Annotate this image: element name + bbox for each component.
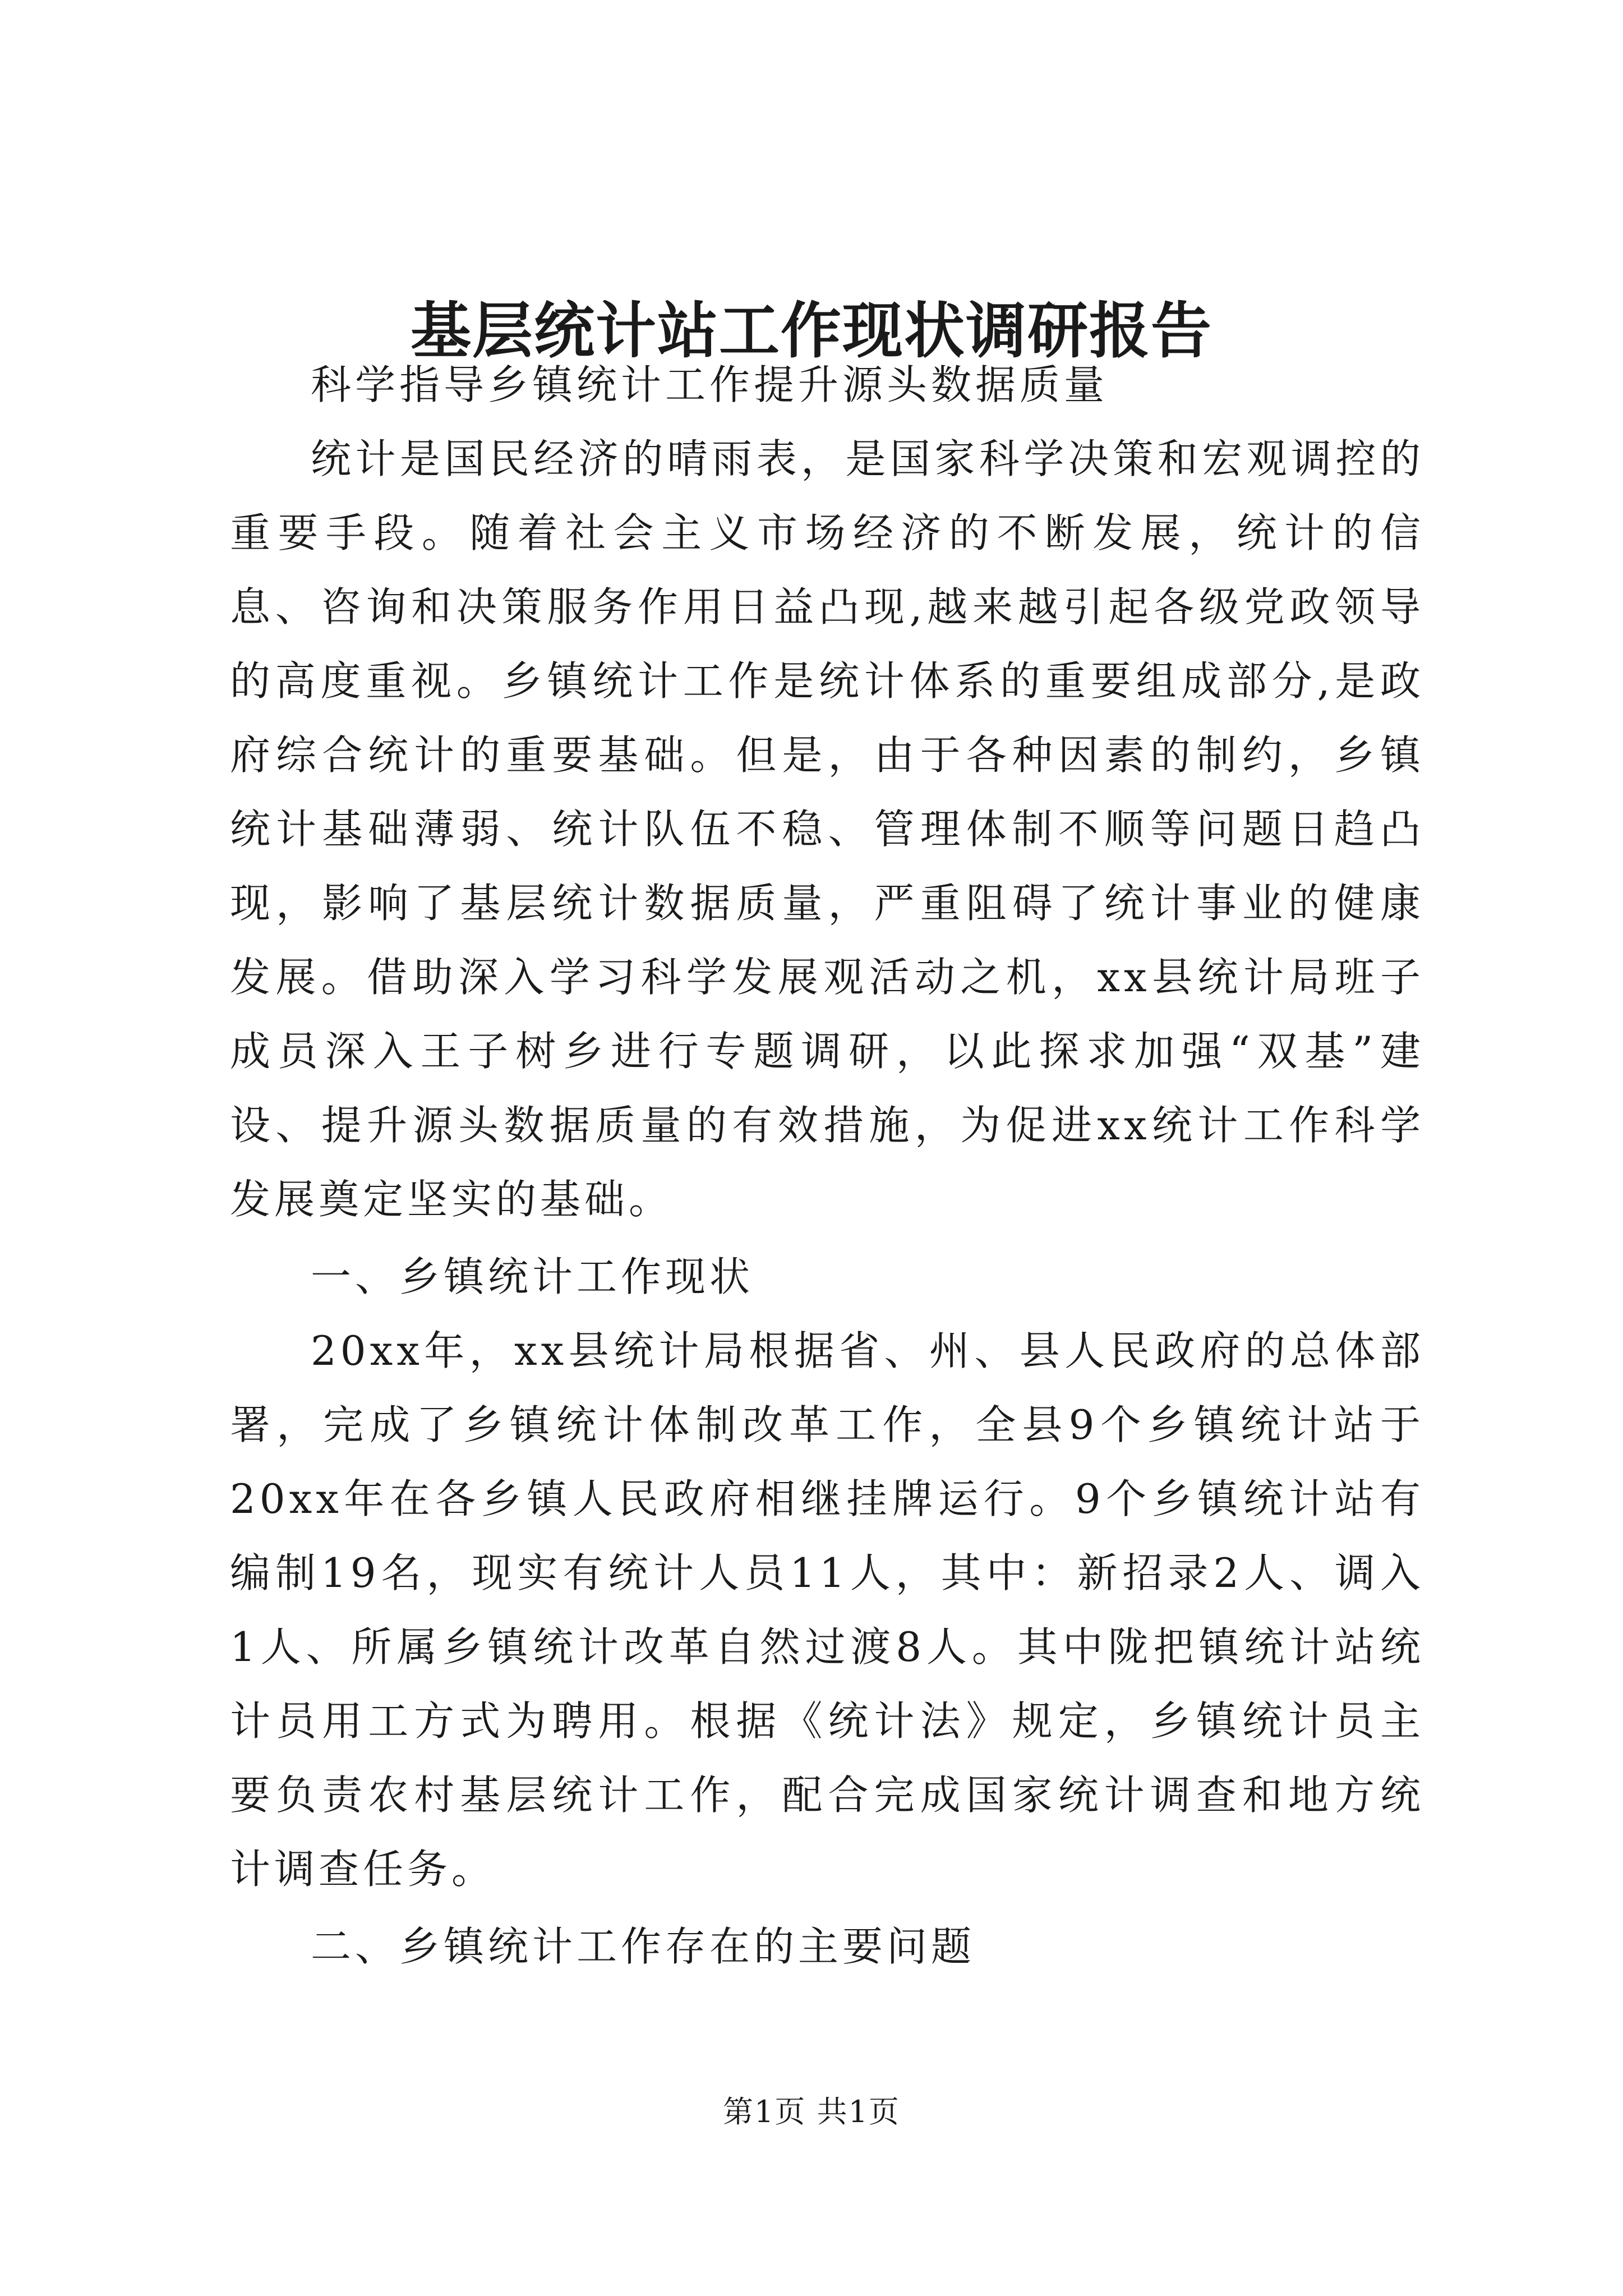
document-subtitle: 科学指导乡镇统计工作提升源头数据质量: [311, 361, 1109, 408]
paragraph-status: 20xx年，xx县统计局根据省、州、县人民政府的总体部署，完成了乡镇统计体制改革工作，全县9个乡镇统计站于20xx年在各乡镇人民政府相继挂牌运行。9个乡镇统计站有编制19名，现实有统计人员11人，其中：新招录2人、调入1人、所属乡镇统计改革自然过渡8人。其中陇把镇统计站统计员用工方式为聘用。根据《统计法》规定，乡镇统计员主要负责农村基层统计工作，配合完成国家统计调查和地方统计调查任务。: [230, 1327, 1424, 1893]
section-heading-2: 二、乡镇统计工作存在的主要问题: [311, 1923, 976, 1970]
page-footer: 第1页 共1页: [723, 2094, 900, 2129]
document-title: 基层统计站工作现状调研报告: [410, 296, 1212, 366]
paragraph-intro: 统计是国民经济的晴雨表，是国家科学决策和宏观调控的重要手段。随着社会主义市场经济的不断发展，统计的信息、咨询和决策服务作用日益凸现,越来越引起各级党政领导的高度重视。乡镇统计工作是统计体系的重要组成部分,是政府综合统计的重要基础。但是，由于各种因素的制约，乡镇统计基础薄弱、统计队伍不稳、管理体制不顺等问题日趋凸现，影响了基层统计数据质量，严重阻碍了统计事业的健康发展。借助深入学习科学发展观活动之机，xx县统计局班子成员深入王子树乡进行专题调研，以此探求加强“双基”建设、提升源头数据质量的有效措施，为促进xx统计工作科学发展奠定坚实的基础。: [230, 435, 1424, 1223]
section-heading-1: 一、乡镇统计工作现状: [311, 1253, 754, 1300]
document-body: [230, 348, 1424, 1984]
